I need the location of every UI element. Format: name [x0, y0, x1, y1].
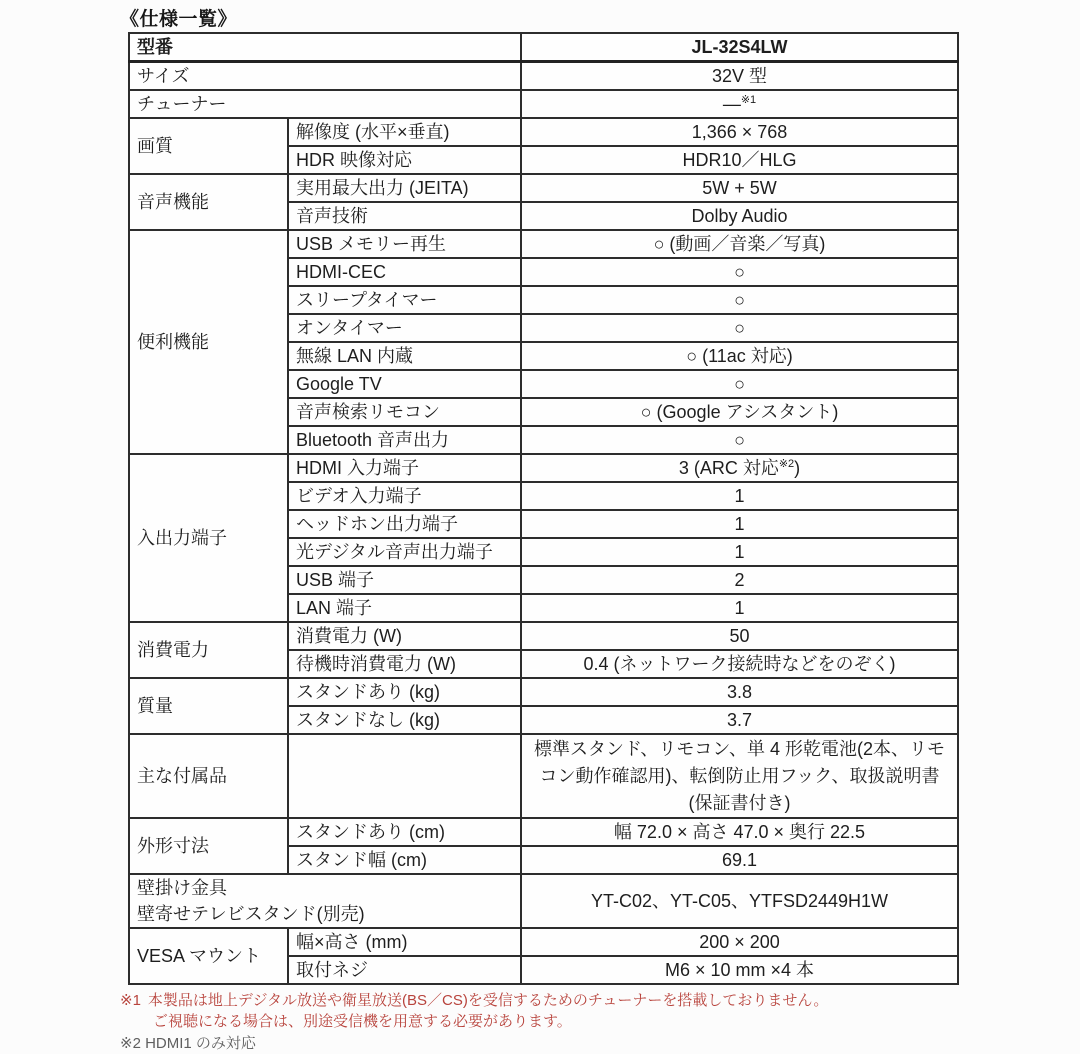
value-cell: YT-C02、YT-C05、YTFSD2449H1W [521, 874, 958, 928]
dash-value: — [722, 94, 741, 114]
value-cell: HDR10／HLG [521, 146, 958, 174]
footnote-ref-2: ※2 [778, 458, 795, 470]
value-cell: 1 [521, 482, 958, 510]
table-row [129, 454, 958, 482]
footnote-ref-1: ※1 [740, 94, 757, 106]
label-cell: 音声検索リモコン [288, 398, 521, 426]
model-header-cell: 型番 [129, 33, 521, 62]
label-cell: USB 端子 [288, 566, 521, 594]
value-cell: 32V 型 [521, 62, 958, 91]
value-text: 3 (ARC 対応 [678, 458, 779, 478]
group-cell: 便利機能 [129, 230, 288, 454]
label-cell: 実用最大出力 (JEITA) [288, 174, 521, 202]
table-row [129, 230, 958, 258]
label-cell: 無線 LAN 内蔵 [288, 342, 521, 370]
model-value-cell: JL-32S4LW [521, 33, 958, 62]
group-cell: 消費電力 [129, 622, 288, 678]
label-cell-empty [288, 734, 521, 818]
label-cell: ヘッドホン出力端子 [288, 510, 521, 538]
footnote-2: ※2 HDMI1 のみ対応 [120, 1035, 256, 1052]
value-cell: ○ [521, 258, 958, 286]
value-cell: 69.1 [521, 846, 958, 874]
value-cell [521, 90, 958, 118]
label-cell: スタンドあり (kg) [288, 678, 521, 706]
table-row [129, 734, 958, 818]
table-row [129, 818, 958, 846]
group-cell: サイズ [129, 62, 521, 91]
table-row [129, 90, 958, 118]
value-cell: ○ [521, 286, 958, 314]
table-row [129, 928, 958, 956]
value-cell: 1 [521, 594, 958, 622]
label-cell: 消費電力 (W) [288, 622, 521, 650]
group-cell [129, 874, 521, 928]
value-cell: 1,366 × 768 [521, 118, 958, 146]
label-cell: 幅×高さ (mm) [288, 928, 521, 956]
label-cell: HDR 映像対応 [288, 146, 521, 174]
value-cell: 3.8 [521, 678, 958, 706]
group-cell: 質量 [129, 678, 288, 734]
value-cell: ○ (動画／音楽／写真) [521, 230, 958, 258]
group-cell: 主な付属品 [129, 734, 288, 818]
group-cell: VESA マウント [129, 928, 288, 984]
value-cell: 0.4 (ネットワーク接続時などをのぞく) [521, 650, 958, 678]
value-cell: Dolby Audio [521, 202, 958, 230]
value-cell: ○ [521, 426, 958, 454]
footnote-1-line-1 [120, 990, 828, 1011]
group-cell: 入出力端子 [129, 454, 288, 622]
label-cell: スリープタイマー [288, 286, 521, 314]
value-text: ) [794, 458, 801, 478]
value-cell [521, 454, 958, 482]
footnote-1-marker: ※1 [120, 992, 141, 1009]
label-cell: 音声技術 [288, 202, 521, 230]
table-row [129, 174, 958, 202]
value-cell: 200 × 200 [521, 928, 958, 956]
group-cell: チューナー [129, 90, 521, 118]
value-cell: ○ [521, 314, 958, 342]
label-cell: HDMI-CEC [288, 258, 521, 286]
label-cell: ビデオ入力端子 [288, 482, 521, 510]
value-cell: ○ (Google アシスタント) [521, 398, 958, 426]
table-row [129, 678, 958, 706]
value-cell: 3.7 [521, 706, 958, 734]
group-line-2: 壁寄せテレビスタンド(別売) [137, 904, 365, 924]
value-cell: 1 [521, 538, 958, 566]
label-cell: スタンドなし (kg) [288, 706, 521, 734]
footnote-1-line-2: ご視聴になる場合は、別途受信機を用意する必要があります。 [153, 1013, 572, 1030]
label-cell: 解像度 (水平×垂直) [288, 118, 521, 146]
page-title: 《仕様一覧》 [120, 9, 238, 30]
value-cell: ○ [521, 370, 958, 398]
label-cell: Google TV [288, 370, 521, 398]
table-row [129, 118, 958, 146]
group-cell: 外形寸法 [129, 818, 288, 874]
label-cell: 待機時消費電力 (W) [288, 650, 521, 678]
label-cell: 光デジタル音声出力端子 [288, 538, 521, 566]
value-cell: 1 [521, 510, 958, 538]
value-cell: 2 [521, 566, 958, 594]
group-line-1: 壁掛け金具 [137, 878, 227, 898]
label-cell: スタンドあり (cm) [288, 818, 521, 846]
value-cell: ○ (11ac 対応) [521, 342, 958, 370]
table-row [129, 62, 958, 91]
label-cell: スタンド幅 (cm) [288, 846, 521, 874]
value-cell: 5W + 5W [521, 174, 958, 202]
group-cell: 音声機能 [129, 174, 288, 230]
value-cell: M6 × 10 mm ×4 本 [521, 956, 958, 984]
label-cell: Bluetooth 音声出力 [288, 426, 521, 454]
label-cell: HDMI 入力端子 [288, 454, 521, 482]
footnote-1-text: 本製品は地上デジタル放送や衛星放送(BS／CS)を受信するためのチューナーを搭載しておりません。 [147, 992, 829, 1009]
label-cell: オンタイマー [288, 314, 521, 342]
table-row [129, 874, 958, 928]
table-header-row [129, 33, 958, 62]
label-cell: 取付ネジ [288, 956, 521, 984]
label-cell: LAN 端子 [288, 594, 521, 622]
footnotes [120, 990, 828, 1054]
label-cell: USB メモリー再生 [288, 230, 521, 258]
value-cell: 幅 72.0 × 高さ 47.0 × 奥行 22.5 [521, 818, 958, 846]
spec-table [128, 32, 959, 985]
value-cell: 50 [521, 622, 958, 650]
group-cell: 画質 [129, 118, 288, 174]
value-cell: 標準スタンド、リモコン、単 4 形乾電池(2本、リモコン動作確認用)、転倒防止用フック、取扱説明書(保証書付き) [521, 734, 958, 818]
table-row [129, 622, 958, 650]
